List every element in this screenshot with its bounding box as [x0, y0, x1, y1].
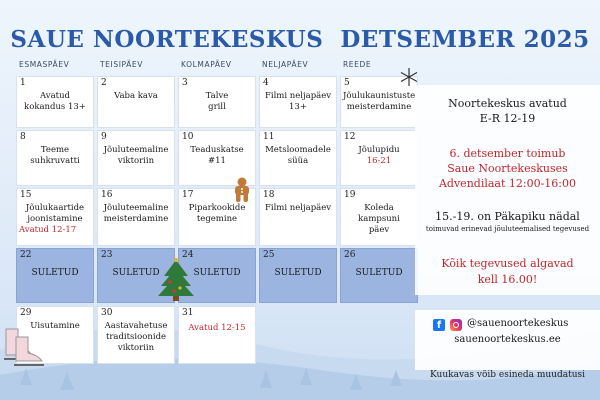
activity-line: SULETUD — [355, 268, 403, 278]
activity-line: Jõulupidu — [358, 145, 400, 155]
activity-line: meisterdamine — [346, 102, 412, 112]
calendar-day-cell — [16, 76, 94, 128]
day-activity — [343, 91, 415, 113]
day-number: 18 — [263, 190, 275, 200]
opening-hours: E-R 12-19 — [479, 112, 536, 125]
day-header: KOLMAPÄEV — [181, 60, 232, 69]
calendar-day-cell — [178, 76, 256, 128]
day-number: 31 — [182, 308, 194, 318]
start-time-line-1: Kõik tegevused algavad — [441, 257, 574, 270]
start-time-line-2: kell 16.00! — [477, 273, 538, 286]
day-number: 19 — [344, 190, 356, 200]
ice-skates-icon — [0, 323, 46, 369]
calendar-day-cell — [340, 248, 418, 303]
activity-line: Jõulukaartide — [25, 203, 85, 213]
day-number: 17 — [182, 190, 194, 200]
activity-line: joonistamine — [27, 214, 83, 224]
elf-week-desc: toimuvad erinevad jõuluteemalised tegevused — [425, 225, 590, 233]
day-activity — [181, 323, 253, 334]
day-number: 1 — [20, 78, 26, 88]
activity-line: tegemine — [196, 214, 238, 224]
activity-line: Filmi neljapäev — [264, 91, 332, 101]
activity-time: Avatud 12-15 — [188, 323, 246, 333]
day-number: 8 — [20, 132, 26, 142]
info-panel — [415, 85, 600, 295]
activity-line: Vaba kava — [114, 91, 158, 101]
activity-line: SULETUD — [193, 268, 241, 278]
day-number: 11 — [263, 132, 275, 142]
day-activity — [100, 145, 172, 167]
day-activity — [181, 91, 253, 113]
christmas-tree-icon — [158, 258, 194, 302]
day-activity — [19, 268, 91, 279]
activity-time: 16-21 — [366, 156, 392, 166]
activity-line: Teeme — [40, 145, 70, 155]
day-activity — [262, 145, 334, 167]
day-activity — [262, 268, 334, 279]
calendar-day-cell — [259, 248, 337, 303]
activity-line: Jõuluteemaline — [103, 145, 169, 155]
day-activity — [100, 91, 172, 102]
facebook-icon[interactable]: f — [433, 319, 445, 331]
activity-line: grill — [208, 102, 226, 112]
day-number: 22 — [20, 250, 32, 260]
activity-line: kampsuni — [358, 214, 400, 224]
calendar-day-cell — [16, 248, 94, 303]
day-activity — [343, 268, 415, 279]
activity-line: traditsioonide — [105, 332, 167, 342]
day-number: 3 — [182, 78, 188, 88]
calendar-day-cell — [178, 306, 256, 364]
activity-line: SULETUD — [274, 268, 322, 278]
day-number: 10 — [182, 132, 194, 142]
activity-line: suhkruvatti — [30, 156, 80, 166]
activity-line: kokandus 13+ — [24, 102, 86, 112]
calendar-day-cell — [259, 188, 337, 246]
activity-line: Piparkookide — [188, 203, 246, 213]
social-handle[interactable]: @sauenoortekeskus — [467, 318, 569, 329]
day-activity — [19, 91, 91, 113]
activity-line: Teaduskatse — [190, 145, 244, 155]
day-activity — [262, 91, 334, 113]
day-header: NELJAPÄEV — [262, 60, 309, 69]
activity-line: 13+ — [289, 102, 307, 112]
footer-note: Kuukavas võib esineda muudatusi — [430, 370, 585, 380]
day-activity — [262, 203, 334, 214]
social-panel — [415, 310, 600, 370]
day-number: 16 — [101, 190, 113, 200]
day-number: 25 — [263, 250, 275, 260]
day-number: 4 — [263, 78, 269, 88]
day-activity — [100, 321, 172, 354]
day-activity — [343, 145, 415, 167]
elf-week-title: 15.-19. on Päkapiku nädal — [435, 210, 580, 223]
activity-line: Avatud — [40, 91, 70, 101]
calendar-day-cell — [340, 130, 418, 186]
day-number: 9 — [101, 132, 107, 142]
day-number: 24 — [182, 250, 194, 260]
event-line-2: Saue Noortekeskuses — [447, 162, 568, 175]
day-activity — [181, 145, 253, 167]
calendar-day-cell — [259, 76, 337, 128]
calendar-day-cell — [97, 76, 175, 128]
day-activity — [181, 203, 253, 225]
activity-line: SULETUD — [112, 268, 160, 278]
activity-line: viktoriin — [117, 156, 155, 166]
day-activity — [343, 203, 415, 236]
day-number: 2 — [101, 78, 107, 88]
activity-time: Avatud 12-17 — [19, 225, 77, 235]
calendar-day-cell — [97, 188, 175, 246]
day-number: 29 — [20, 308, 32, 318]
day-header: TEISIPÄEV — [100, 60, 143, 69]
calendar-day-cell — [340, 188, 418, 246]
day-number: 30 — [101, 308, 113, 318]
event-line-1: 6. detsember toimub — [449, 147, 566, 160]
calendar-day-cell — [259, 130, 337, 186]
gingerbread-man-icon — [232, 177, 252, 203]
calendar-day-cell — [97, 306, 175, 364]
activity-line: süüa — [287, 156, 309, 166]
website-link[interactable]: sauenoortekeskus.ee — [454, 334, 561, 345]
activity-line: Koleda — [364, 203, 394, 213]
calendar-day-cell — [16, 130, 94, 186]
activity-line: meisterdamine — [103, 214, 169, 224]
day-number: 12 — [344, 132, 356, 142]
day-number: 26 — [344, 250, 356, 260]
activity-line: #11 — [208, 156, 226, 166]
day-number: 15 — [20, 190, 32, 200]
calendar-day-cell — [16, 188, 94, 246]
day-activity — [100, 203, 172, 225]
activity-line: Jõulukaunistuste — [343, 91, 416, 101]
activity-line: Jõuluteemaline — [103, 203, 169, 213]
page-title: SAUE NOORTEKESKUS DETSEMBER 2025 — [10, 26, 590, 53]
activity-line: Talve — [205, 91, 229, 101]
activity-line: SULETUD — [31, 268, 79, 278]
activity-line: Aastavahetuse — [104, 321, 168, 331]
event-line-3: Advendilaat 12:00-16:00 — [438, 177, 577, 190]
opening-hours-title: Noortekeskus avatud — [448, 97, 567, 110]
activity-line: Filmi neljapäev — [264, 203, 332, 213]
activity-line: viktoriin — [117, 343, 155, 353]
day-header: ESMASPÄEV — [19, 60, 70, 69]
day-activity — [19, 203, 91, 236]
instagram-icon[interactable] — [450, 319, 462, 331]
day-number: 23 — [101, 250, 113, 260]
day-header: REEDE — [343, 60, 372, 69]
activity-line: päev — [368, 225, 390, 235]
day-activity — [19, 145, 91, 167]
activity-line: Uisutamine — [30, 321, 80, 331]
calendar-day-cell — [97, 130, 175, 186]
activity-line: Metsloomadele — [265, 145, 331, 155]
day-number: 5 — [344, 78, 350, 88]
